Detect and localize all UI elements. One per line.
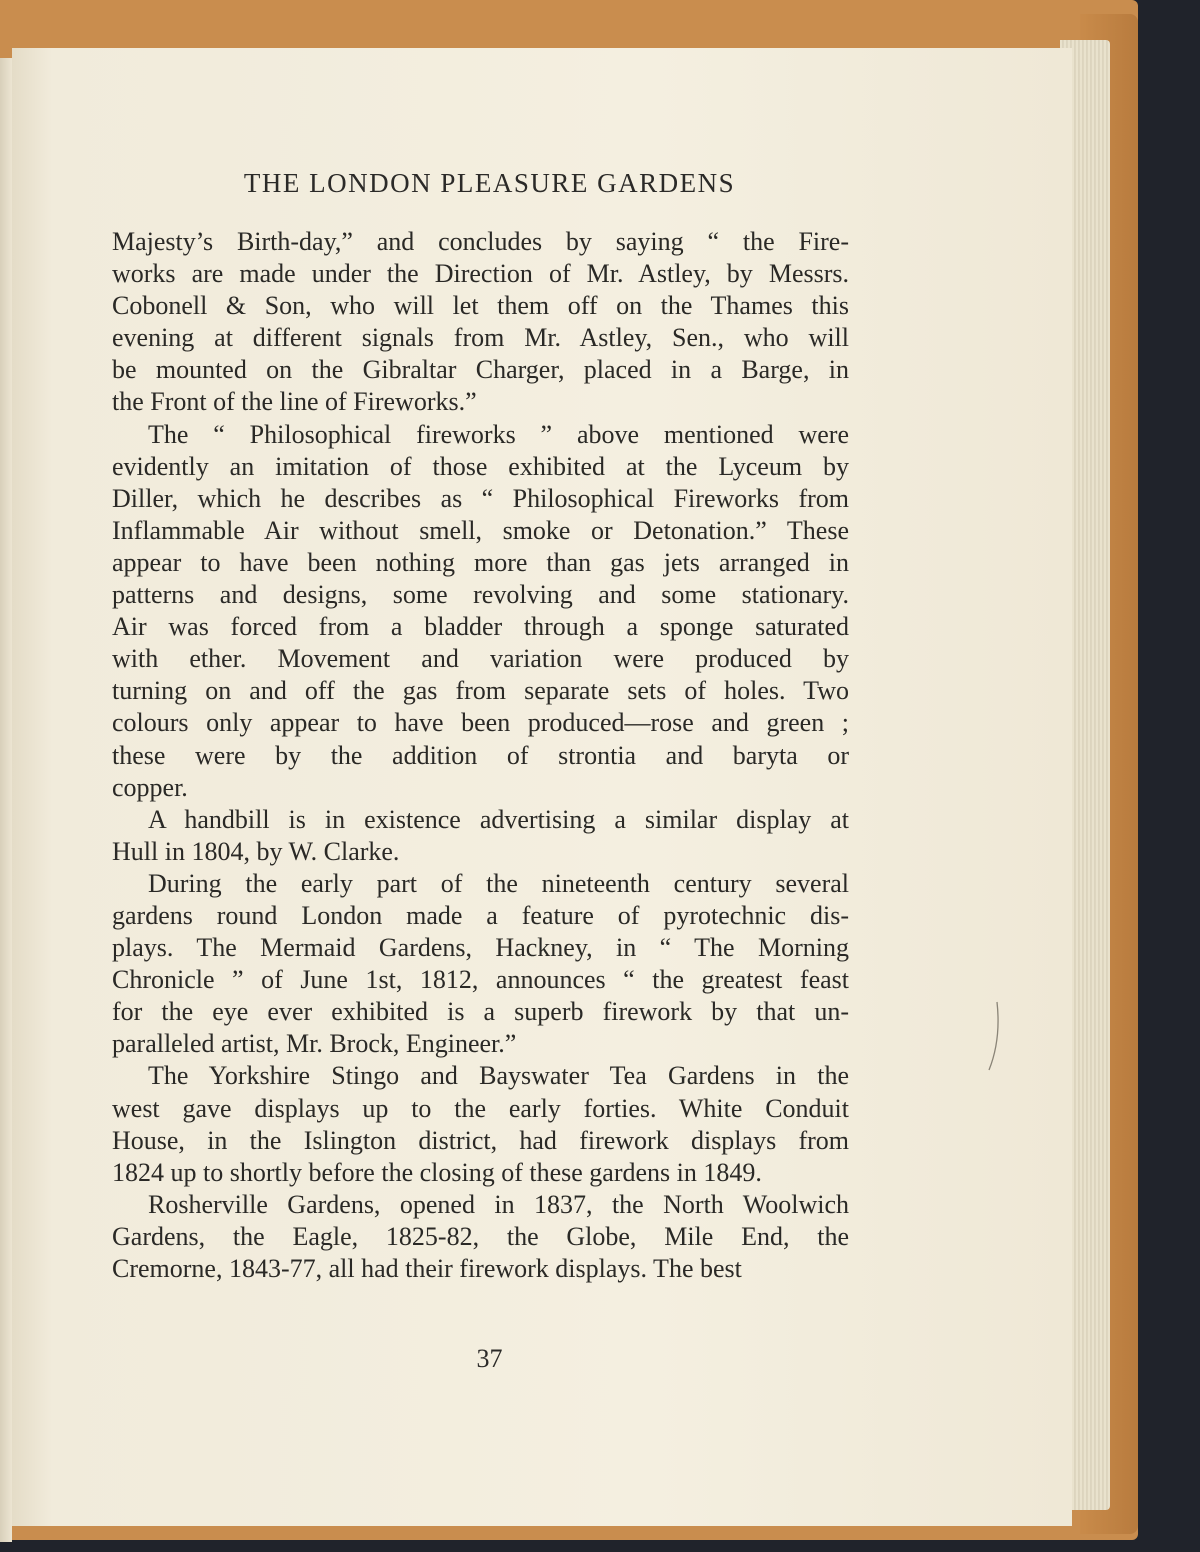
text-line: Cobonell & Son, who will let them off on the Thames this <box>112 291 849 321</box>
text-line: Gardens, the Eagle, 1825-82, the Globe, Mile End, the <box>112 1221 849 1251</box>
text-line: Diller, which he describes as “ Philosophical Fireworks from <box>112 483 849 513</box>
text-line: During the early part of the nineteenth century several <box>148 868 849 898</box>
page-number: 37 <box>476 1344 503 1373</box>
text-line: be mounted on the Gibraltar Charger, placed in a Barge, in <box>112 355 849 385</box>
text-line: plays. The Mermaid Gardens, Hackney, in “ The Morning <box>112 933 849 963</box>
text-line: appear to have been nothing more than gas jets arranged in <box>112 547 849 577</box>
running-head: THE LONDON PLEASURE GARDENS <box>243 168 736 198</box>
text-line: Rosherville Gardens, opened in 1837, the North Woolwich <box>148 1189 849 1219</box>
text-line: Hull in 1804, by W. Clarke. <box>112 836 400 866</box>
text-line: Cremorne, 1843-77, all had their firework displays. The best <box>112 1254 742 1283</box>
text-line: west gave displays up to the early forties. White Conduit <box>112 1093 849 1123</box>
text-line: paralleled artist, Mr. Brock, Engineer.” <box>112 1029 517 1059</box>
text-line: Inflammable Air without smell, smoke or Detonation.” These <box>112 515 849 545</box>
body-text <box>112 226 849 1285</box>
text-line: evening at different signals from Mr. Astley, Sen., who will <box>112 323 849 353</box>
text-line: A handbill is in existence advertising a similar display at <box>148 804 849 834</box>
text-line: Chronicle ” of June 1st, 1812, announces “ the greatest feast <box>112 965 849 995</box>
text-line: these were by the addition of strontia and baryta or <box>112 740 849 770</box>
text-line: the Front of the line of Fireworks.” <box>112 387 477 417</box>
text-line: patterns and designs, some revolving and some stationary. <box>112 580 849 610</box>
text-line: turning on and off the gas from separate sets of holes. Two <box>112 676 849 706</box>
text-line: colours only appear to have been produced—rose and green ; <box>112 708 849 738</box>
text-line: The Yorkshire Stingo and Bayswater Tea Gardens in the <box>148 1061 849 1091</box>
text-line: House, in the Islington district, had firework displays from <box>112 1125 849 1155</box>
text-line: evidently an imitation of those exhibited at the Lyceum by <box>112 451 849 481</box>
text-line: with ether. Movement and variation were produced by <box>112 644 849 674</box>
pencil-mark <box>987 1000 1001 1072</box>
text-line: 1824 up to shortly before the closing of these gardens in 1849. <box>112 1157 762 1187</box>
text-line: copper. <box>112 772 188 802</box>
text-line: for the eye ever exhibited is a superb firework by that un- <box>112 997 849 1027</box>
book-page <box>12 48 1072 1526</box>
text-line: Air was forced from a bladder through a sponge saturated <box>112 612 849 642</box>
facing-page-sliver <box>0 58 12 1542</box>
text-line: works are made under the Direction of Mr. Astley, by Messrs. <box>112 259 849 289</box>
text-line: The “ Philosophical fireworks ” above mentioned were <box>148 419 849 449</box>
text-line: Majesty’s Birth-day,” and concludes by saying “ the Fire- <box>112 227 849 256</box>
text-line: gardens round London made a feature of pyrotechnic dis- <box>112 900 849 930</box>
